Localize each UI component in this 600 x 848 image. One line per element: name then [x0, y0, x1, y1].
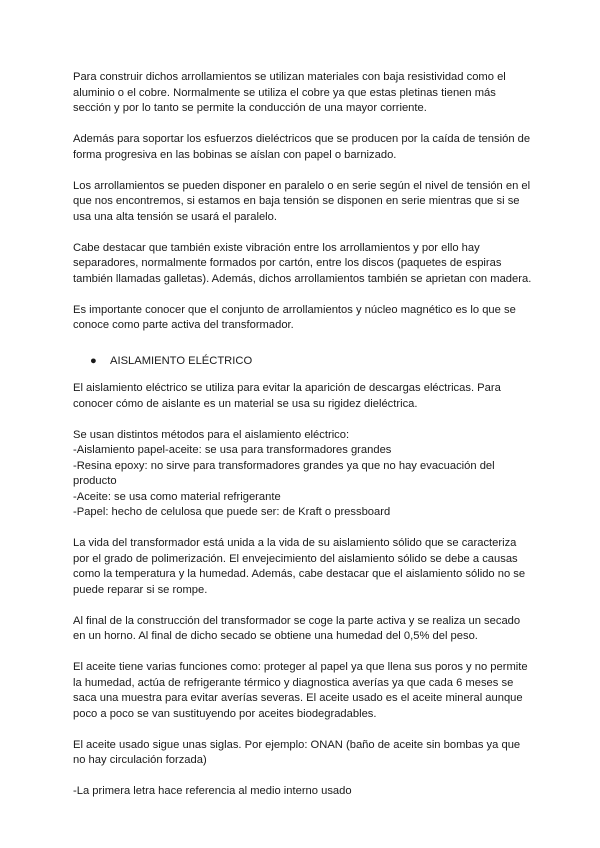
bottom-paragraphs: [73, 536, 533, 800]
paragraph-line: forma progresiva en las bobinas se aíslan con papel o barnizado.: [73, 148, 397, 161]
list-line: Se usan distintos métodos para el aislamiento eléctrico:: [73, 428, 350, 441]
paragraph-line: que nos encontremos, si estamos en baja tensión se disponen en serie mientras que si se: [73, 195, 520, 207]
paragraph-line: separadores, normalmente formados por cartón, entre los discos (paquetes de espiras: [73, 257, 502, 269]
paragraph: [73, 738, 533, 769]
document-page: [73, 70, 533, 815]
paragraph-line: sección y por lo tanto se permite la conducción de una mayor corriente.: [73, 102, 427, 114]
paragraph-line: puede reparar si se rompe.: [73, 583, 208, 596]
paragraph: [73, 241, 533, 288]
paragraph-line: saca una muestra para evitar averías severas. El aceite usado es el aceite mineral aunque: [73, 692, 523, 704]
methods-list: [73, 428, 533, 521]
list-line: -Aceite: se usa como material refrigerante: [73, 490, 281, 503]
paragraph-line: La vida del transformador está unida a la vida de su aislamiento sólido que se caracteriza: [73, 537, 517, 549]
paragraph-line: como la temperatura y la humedad. Además, cabe destacar que el aislamiento sólido no se: [73, 568, 526, 580]
paragraph: [73, 536, 533, 598]
paragraph: [73, 132, 533, 163]
paragraph-line: la humedad, actúa de refrigerante térmico y diagnostica averías ya que cada 6 meses se: [73, 676, 514, 689]
paragraph: [73, 614, 533, 645]
paragraph-line: usa una alta tensión se usará el paralelo.: [73, 210, 277, 223]
paragraph-line: El aceite usado sigue unas siglas. Por ejemplo: ONAN (baño de aceite sin bombas ya que: [73, 738, 521, 751]
paragraph: [73, 660, 533, 722]
bullet-icon: ●: [90, 354, 97, 367]
list-line: -Papel: hecho de celulosa que puede ser: de Kraft o pressboard: [73, 506, 391, 518]
top-paragraphs: [73, 70, 533, 334]
paragraph-line: conoce como parte activa del transformador.: [73, 319, 294, 331]
paragraph: [73, 784, 533, 800]
paragraph-line: poco a poco se van sustituyendo por aceites biodegradables.: [73, 707, 377, 720]
paragraph-line: en un horno. Al final de dicho secado se obtiene una humedad del 0,5% del peso.: [73, 630, 478, 642]
paragraph: [73, 303, 533, 334]
paragraph-line: Cabe destacar que también existe vibración entre los arrollamientos y por ello hay: [73, 241, 480, 254]
paragraph-line: -La primera letra hace referencia al medio interno usado: [73, 785, 352, 797]
list-line: -Resina epoxy: no sirve para transformadores grandes ya que no hay evacuación del: [73, 459, 495, 472]
paragraph-line: Al final de la construcción del transformador se coge la parte activa y se realiza un secado: [73, 614, 521, 627]
paragraph-line: Para construir dichos arrollamientos se utilizan materiales con baja resistividad como el: [73, 71, 506, 83]
intro-paragraph: [73, 381, 533, 412]
paragraph: [73, 70, 533, 117]
section-heading-text: AISLAMIENTO ELÉCTRICO: [110, 354, 253, 367]
section-heading: [73, 354, 533, 370]
paragraph-line: El aislamiento eléctrico se utiliza para evitar la aparición de descargas eléctricas. Para: [73, 382, 501, 394]
paragraph: [73, 179, 533, 226]
paragraph-line: Es importante conocer que el conjunto de arrollamientos y núcleo magnético es lo que se: [73, 303, 516, 316]
paragraph-line: aluminio o el cobre. Normalmente se utiliza el cobre ya que estas pletinas tienen más: [73, 86, 496, 99]
list-line: -Aislamiento papel-aceite: se usa para transformadores grandes: [73, 444, 392, 456]
paragraph-line: Los arrollamientos se pueden disponer en paralelo o en serie según el nivel de tensión en el: [73, 179, 531, 192]
paragraph-line: Además para soportar los esfuerzos dieléctricos que se producen por la caída de tensión de: [73, 133, 531, 145]
list-line: producto: [73, 475, 117, 487]
paragraph-line: por el grado de polimerización. El envejecimiento del aislamiento sólido se debe a causas: [73, 552, 518, 565]
paragraph-line: no hay circulación forzada): [73, 754, 207, 766]
paragraph-line: también llamadas galletas). Además, dichos arrollamientos también se aprietan con madera.: [73, 272, 532, 285]
paragraph-line: conocer cómo de aislante es un material se usa su rigidez dieléctrica.: [73, 397, 418, 410]
paragraph-line: El aceite tiene varias funciones como: proteger al papel ya que llena sus poros y no permite: [73, 661, 528, 673]
